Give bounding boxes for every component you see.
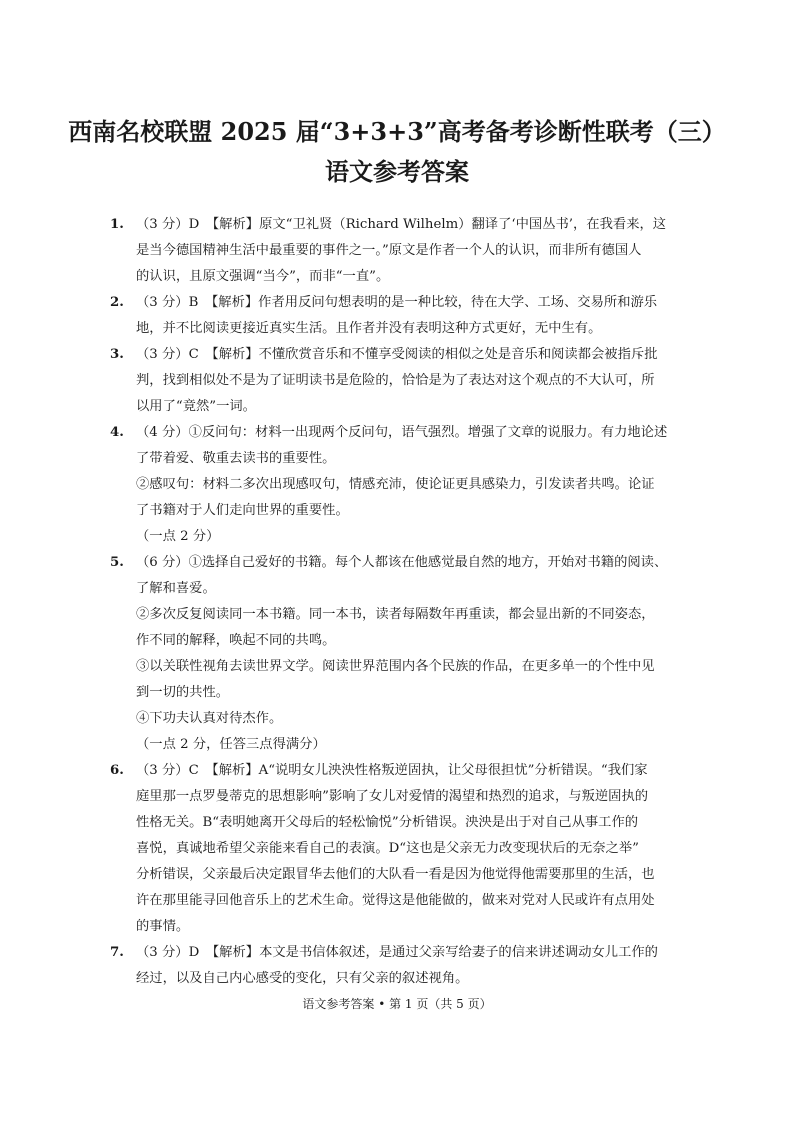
answer-line: 以用了“竟然”一词。 [136,399,256,414]
answer-line: 庭里那一点罗曼蒂克的思想影响”影响了女儿对爱情的渴望和热烈的追求，与叛逆固执的 [136,789,649,804]
answer-line: 判，找到相似处不是为了证明读书是危险的，恰恰是为了表达对这个观点的不大认可，所 [136,373,655,388]
answer-body [136,940,690,992]
answer-list [110,212,690,992]
answer-line: 经过，以及自己内心感受的变化，只有父亲的叙述视角。 [136,971,469,986]
answer-item [110,940,690,992]
answer-line: （6 分）①选择自己爱好的书籍。每个人都该在他感觉最自然的地方，开始对书籍的阅读、 [136,555,668,570]
answer-line: ③以关联性视角去读世界文学。阅读世界范围内各个民族的作品，在更多单一的个性中见 [136,659,655,674]
answer-line: 许在那里能寻回他音乐上的艺术生命。觉得这是他能做的，做来对党对人民或许有点用处 [136,893,655,908]
answer-body [136,342,690,420]
question-number: 5. [110,555,124,570]
answer-line: 是当今德国精神生活中最重要的事件之一。”原文是作者一个人的认识，而非所有德国人 [136,243,642,258]
answer-line: 分析错误，父亲最后决定跟冒华去他们的大队看一看是因为他觉得他需要那里的生活，也 [136,867,655,882]
answer-body [136,212,690,290]
answer-line: 了解和喜爱。 [136,581,216,596]
answer-line: （3 分）C 【解析】A“说明女儿泱泱性格叛逆固执，让父母很担忧”分析错误。“我们家 [136,763,648,778]
answer-line: ②感叹句：材料二多次出现感叹句，情感充沛，使论证更具感染力，引发读者共鸣。论证 [136,477,655,492]
answer-line: 作不同的解释，唤起不同的共鸣。 [136,633,336,648]
answer-line: 的认识，且原文强调“当今”，而非“一直”。 [136,269,390,284]
answer-line: 了带着爱、敬重去读书的重要性。 [136,451,336,466]
answer-item [110,212,690,290]
answer-line: 的事情。 [136,919,190,934]
question-number: 1. [110,217,124,232]
answer-body [136,758,690,940]
question-number: 6. [110,763,124,778]
answer-line: 到一切的共性。 [136,685,230,700]
answer-line: （3 分）D 【解析】原文“卫礼贤（Richard Wilhelm）翻译了‘中国丛书’，在我看来，这 [136,217,667,232]
answer-line: （4 分）①反问句：材料一出现两个反问句，语气强烈。增强了文章的说服力。有力地论述 [136,425,668,440]
answer-line: 地，并不比阅读更接近真实生活。且作者并没有表明这种方式更好，无中生有。 [136,321,602,336]
answer-line: （3 分）B 【解析】作者用反问句想表明的是一种比较，待在大学、工场、交易所和游乐 [136,295,658,310]
answer-item [110,758,690,940]
answer-body [136,550,690,758]
answer-item [110,342,690,420]
answer-item [110,550,690,758]
answer-line: （一点 2 分，任答三点得满分） [136,737,326,752]
answer-item [110,420,690,550]
answer-line: （3 分）D 【解析】本文是书信体叙述，是通过父亲写给妻子的信来讲述调动女儿工作的 [136,945,658,960]
answer-item [110,290,690,342]
question-number: 4. [110,425,124,440]
answer-line: （3 分）C 【解析】不懂欣赏音乐和不懂享受阅读的相似之处是音乐和阅读都会被指斥批 [136,347,658,362]
answer-line: ②多次反复阅读同一本书籍。同一本书，读者每隔数年再重读，都会显出新的不同姿态， [136,607,655,622]
question-number: 2. [110,295,124,310]
answer-line: ④下功夫认真对待杰作。 [136,711,283,726]
answer-body [136,290,690,342]
answer-line: （一点 2 分） [136,529,220,544]
question-number: 7. [110,945,124,960]
document-title: 西南名校联盟 2025 届“3+3+3”高考备考诊断性联考（三） [68,117,726,146]
answer-line: 喜悦，真诚地希望父亲能来看自己的表演。D“这也是父亲无力改变现状后的无奈之举” [136,841,639,856]
answer-body [136,420,690,550]
page-footer: 语文参考答案 • 第 1 页（共 5 页） [302,997,492,1011]
answer-line: 了书籍对于人们走向世界的重要性。 [136,503,349,518]
question-number: 3. [110,347,124,362]
document-subtitle: 语文参考答案 [325,157,469,186]
answer-line: 性格无关。B“表明她离开父母后的轻松愉悦”分析错误。泱泱是出于对自己从事工作的 [136,815,639,830]
